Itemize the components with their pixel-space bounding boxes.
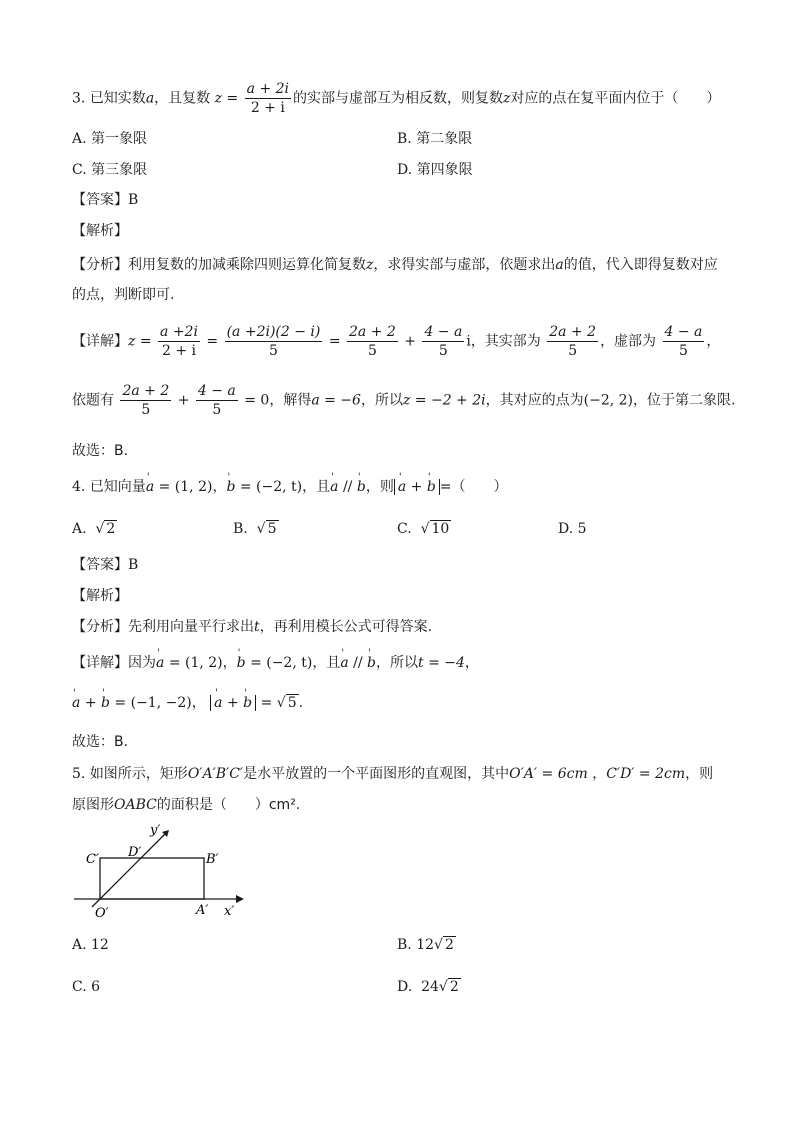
q4-number: 4. [72,479,86,495]
q5-option-c[interactable]: C. 6 [72,979,101,995]
q5-option-a[interactable]: A. 12 [72,937,109,953]
q5-figure [70,820,250,925]
q3-option-c[interactable]: C. 第三象限 [72,162,148,178]
q3-detail-2: 依题有 $\frac{2a + 2}{5}$ + $\frac{4 - a}{5}$ = 0，解得a = −6，所以z = −2 + 2i，其对应的点为(−2, 2)，位于第二象限. [72,383,736,418]
label-c: C′ [86,852,99,867]
q3-answer: 【答案】B [72,192,139,208]
q3-number: 3. [72,90,86,107]
q3-fenxi-cont: 的点，判断即可. [72,287,175,303]
q4-analysis-tag: 【解析】 [72,588,128,604]
q3-fraction: $\frac{a + 2i}{2 + i}$ [246,81,290,116]
q5-number: 5. [72,766,86,782]
q5-option-d[interactable]: D. 24√ 2 [397,979,459,995]
label-x: x′ [224,904,235,919]
q4-option-c[interactable]: C. √ 10 [397,521,450,537]
label-y: y′ [150,823,161,838]
label-b: B′ [206,852,219,867]
q3-analysis-tag: 【解析】 [72,223,128,239]
q4-detail: 【详解】因为' a = (1, 2)，' b = (−2, t)，且' a // ' b，所以t = −4， [72,653,734,673]
q3-option-d[interactable]: D. 第四象限 [397,162,473,178]
q4-fenxi: 【分析】先利用向量平行求出t，再利用模长公式可得答案. [72,619,433,635]
q3-conclusion: 故选：B. [72,443,129,459]
q3-option-a[interactable]: A. 第一象限 [72,131,148,147]
q3-fenxi: 【分析】利用复数的加减乘除四则运算化简复数z，求得实部与虚部，依题求出a的值，代入即得复数对应 [72,257,718,273]
q5-stem: 5. 如图所示，矩形O′A′B′C′是水平放置的一个平面图形的直观图，其中O′A′ = 6cm ，C′D′ = 2cm，则 [72,766,714,782]
q5-option-b[interactable]: B. 12√ 2 [397,937,454,953]
q3-stem: 3. 已知实数a，且复数 z = $\frac{a + 2i}{2 + i}$ 的实部与虚部互为相反数，则复数z对应的点在复平面内位于（ ） [72,81,721,116]
q4-detail-2: ' a + ' b = (−1, −2)， ' a + ' b = √ 5 . [72,693,734,713]
label-a: A′ [196,903,209,918]
label-d: D′ [128,845,142,860]
q4-option-a[interactable]: A. √ 2 [72,521,116,537]
q4-option-b[interactable]: B. √ 5 [233,521,277,537]
q4-conclusion: 故选：B. [72,734,129,750]
q4-answer: 【答案】B [72,557,139,573]
q5-stem-cont: 原图形OABC的面积是（ ）cm². [72,797,301,813]
q4-stem: 4. 已知向量' a = (1, 2)，' b = (−2, t)，且' a // ' b，则' a + ' b =（ ） [72,477,734,497]
label-o: O′ [95,906,109,921]
q4-option-d[interactable]: D. 5 [558,521,587,537]
x-axis-arrow [236,895,244,903]
q3-detail: 【详解】z = $\frac{a +2i}{2 + i}$ = $\frac{(a +2i)(2 - i)}{5}$ = $\frac{2a + 2}{5}$ + $\frac{4 - a}{5}$ i，其实部为 $\frac{2a + 2}{5}$ ，虚部为 $\frac{4 - a}{5}$ ， [72,324,721,359]
rectangle-oabc [100,858,204,899]
q3-option-b[interactable]: B. 第二象限 [397,131,473,147]
